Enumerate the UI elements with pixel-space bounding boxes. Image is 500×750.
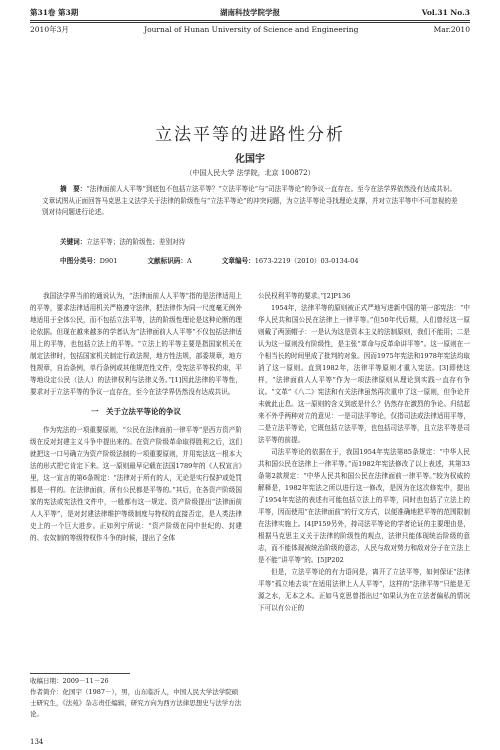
volume-cn: 第31卷 第3期 (30, 8, 79, 17)
keywords-label: 关键词： (60, 238, 87, 246)
classification-row (60, 255, 440, 265)
body-paragraph: 1954年，法律平等的原则被正式严地写进新中国的第一部宪法：“中华人民共和国公民在法律上一律平等。”但50年代后期，人们曾经这一原则戴了两顶帽子：一是认为这是资本主义的法制原则，我们不能用；二是认为这一原则没有阶级性，是主张“革命与反革命讲平等”。这一原则在一个相当长的时间里成了批判的对象。因而1975年宪法和1978年宪法均取消了这一原则。直到1982年，法律平等原则才重入宪法。[3]即使这样，“法律面前人人平等”作为一项法律原则从理论到实践一直存有争议。“文革”《八二》宪法和有关法律虽然再次重申了这一原则，但争论并未就此止息。这一原则的含义到底是什么？仍然存在激烈的争论。归结起来不外乎两种对立的意见：一是司法平等论，仅指司法或法律适用平等，二是立法平等论，它既包括立法平等，也包括司法平等，且立法平等是司法平等的前提。 (258, 304, 470, 444)
clc-value: D901 (99, 257, 118, 265)
doc-code-label: 文献标识码： (147, 257, 187, 265)
volume-en: Vol.31 No.3 (421, 8, 470, 17)
abstract (42, 184, 458, 219)
abstract-label: 摘 要： (60, 185, 87, 193)
clc-label: 中图分类号： (60, 257, 100, 265)
running-header (30, 8, 470, 35)
date-en: Mar.2010 (433, 25, 470, 34)
body-column-left (30, 290, 242, 544)
article-no-label: 文章编号： (221, 257, 255, 265)
date-cn: 2010年3月 (30, 25, 69, 34)
body-paragraph: 公民权利平等的要求。”[2]P136 (258, 292, 351, 300)
article-title: 立法平等的进路性分析 (155, 125, 345, 145)
doc-code-value: A (187, 257, 192, 265)
body-paragraph: 我国法学界当前的通说认为，“法律面前人人平等”指的是法律适用上的平等，要求法律适用机关严格遵守法律，把法律作为同一尺度毫无例外地适用于全体公民，而不包括立法平等，法的阶级性理论是这种论断的理论依据。但现在越来越多的学者认为“法律面前人人平等”不仅包括法律适用上的平等，也包括立法上的平等。“立法上的平等主要是指国家机关在制定法律时，包括国家机关制定行政法规，地方性法规，部委规章，地方性规章，自治条例，单行条例或其他规范性文件，受宪法平等权约束，平等地设定公民（法人）的法律权利与法律义务。”[1]因此法律的平等性，要求对于立法平等的争议一直存在，至今在法学界仍然没有达成共识。 (30, 292, 242, 396)
author-bio: 作者简介：化国宇（1987－），男，山东临沂人，中国人民大学法学院硕士研究生，《法苑》杂志责任编辑，研究方向为西方法律思想史与法学方法论。 (30, 688, 242, 718)
article-no-value: 1673-2219（2010）03-0134-04 (254, 257, 359, 265)
page-number: 134 (30, 738, 44, 746)
author-affiliation: （中国人民大学 法学院，北京 100872） (185, 169, 315, 177)
author-name: 化国宇 (235, 154, 265, 165)
body-column-right (258, 290, 470, 614)
abstract-text: “法律面前人人平等”到底包不包括立法平等？“立法平等论”与“司法平等论”的争议一直存在。至今在法学界依然没有达成共识。文章试图从正面回答马克思主义法学关于法律的阶级性与“立法平等论”的冲突问题，为立法平等论寻找理论支撑，并对立法平等中不可忽视的差别对待问题进行论述。 (42, 185, 458, 216)
section-heading: 一 关于立法平等论的争议 (91, 407, 181, 416)
body-paragraph: 但是，立法平等论的有力语问是，离开了立法平等，如何保证“法律平等”孤立地去谈“在适用法律上人人平等”，这样的“法律平等”只能是无源之水，无本之木。正如马克思曾指出过“如果认为在立法者偏私的情况下可以有公正的 (258, 568, 470, 612)
journal-name-en: Journal of Hunan University of Science and Engineering (144, 25, 359, 34)
footnote-rule (30, 673, 130, 674)
footnote (30, 673, 242, 720)
body-paragraph: 司法平等论的依据在于，我国1954年宪法第85条规定：“中华人民共和国公民在法律上一律平等。”而1982年宪法修改了以上表述，其第33条第2款规定：“中华人民共和国公民在法律面前一律平等。”较为权威的解释是，1982年宪法之所以进行这一修改，是因为在这次修宪中，提出了1954年宪法的表述有可能包括立法上的平等，同时也包括了立法上的平等，因而使用“在法律面前”的行文方式，以便准确地把平等的范围限制在法律实施上。[4]P159另外，持司法平等论的学者论证的主要理由是，根据马克思主义关于法律的阶级性的观点，法律只能体现统治阶级的意志，而不能体现被统治阶级的意志，人民与敌对势力和敌对分子在立法上是不能“讲平等”的。[5]P202 (258, 448, 470, 564)
received-date: 收稿日期：2009－11－26 (30, 677, 109, 685)
keywords-text: 立法平等；法的阶级性；差别对待 (86, 238, 186, 246)
keywords (60, 236, 185, 246)
body-paragraph: 作为宪法的一项重要原则，“公民在法律面前一律平等”是西方资产阶级在反对封建主义斗争中提出来的。在资产阶级革命取得胜利之后，这们就把这一口号确立为资产阶级法制的一项重要原则，并用宪法这一根本大法的形式把它肯定下来。这一原则最早记载在法国1789年的《人权宣言》里，这一宣言的第6条规定：“法律对于所有的人，无论是实行保护或处罚都是一样的。在法律面前，所有公民都是平等的。”其后，在各资产阶级国家的宪法或宪法性文件中，一般都有这一规定。资产阶级提出“法律面前人人平等”，是对封建法律维护等级制度与特权的直接否定，是人类法律史上的一个巨大进步。正如列宁所说：“资产阶级在同中世纪的、封建的、农奴制的等级特权作斗争的时候，提出了全体 (30, 426, 242, 542)
journal-name-cn: 湖南科技学院学报 (220, 8, 281, 17)
